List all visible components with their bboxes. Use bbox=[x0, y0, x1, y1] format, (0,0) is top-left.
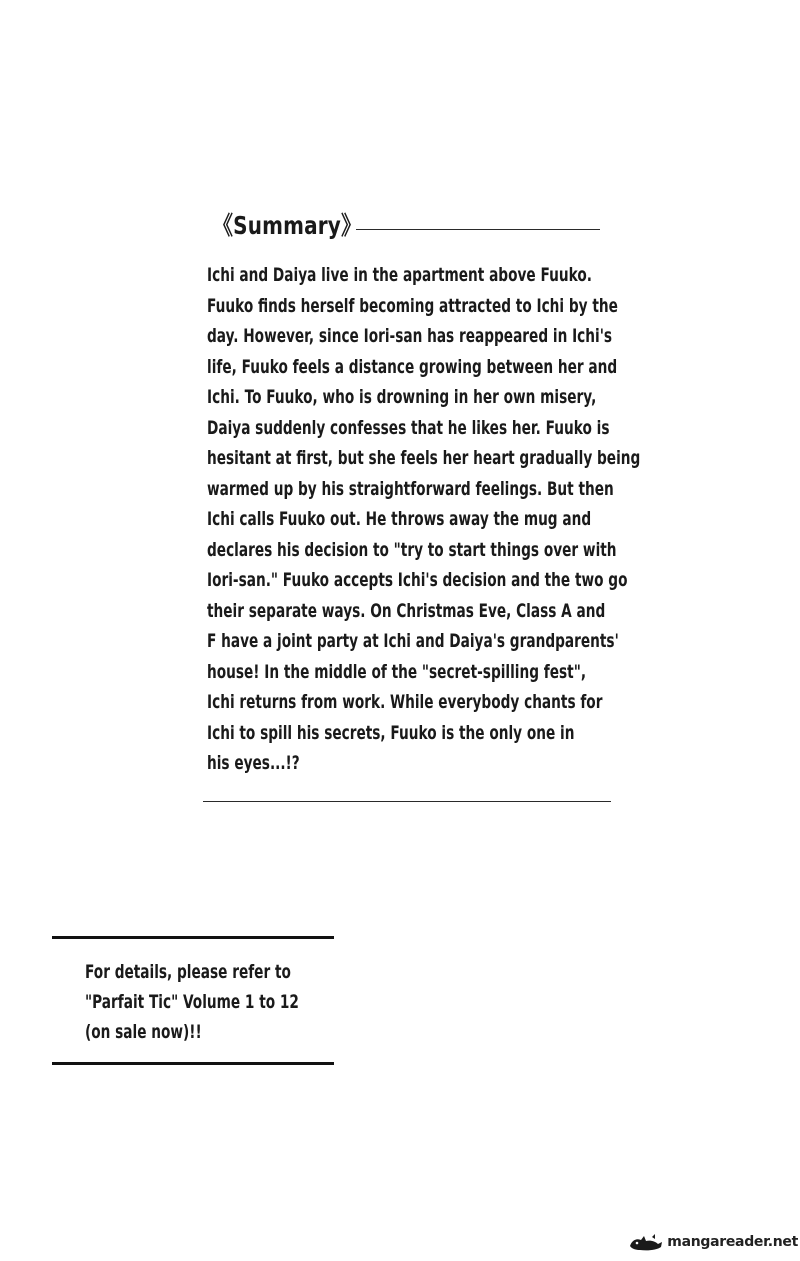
summary-body bbox=[207, 260, 652, 779]
details-note bbox=[85, 957, 345, 1047]
summary-line: Fuuko finds herself becoming attracted to Ichi by the bbox=[207, 294, 618, 317]
note-bottom-rule bbox=[52, 1062, 334, 1065]
summary-line: house! In the middle of the "secret-spilling fest", bbox=[207, 660, 587, 683]
mascot-silhouette-icon bbox=[628, 1232, 664, 1252]
summary-line: Daiya suddenly confesses that he likes her. Fuuko is bbox=[207, 416, 610, 439]
summary-line: life, Fuuko feels a distance growing between her and bbox=[207, 355, 618, 378]
summary-line: Ichi returns from work. While everybody chants for bbox=[207, 691, 603, 713]
summary-heading-row bbox=[213, 206, 608, 246]
note-top-rule bbox=[52, 936, 334, 939]
summary-line: their separate ways. On Christmas Eve, Class A and bbox=[207, 599, 606, 622]
summary-line: day. However, since Iori-san has reappeared in Ichi's bbox=[207, 325, 613, 347]
summary-line: Ichi to spill his secrets, Fuuko is the only one in bbox=[207, 721, 575, 744]
summary-line: hesitant at first, but she feels her heart gradually being bbox=[207, 447, 641, 469]
note-line: (on sale now)!! bbox=[85, 1021, 202, 1043]
summary-line: F have a joint party at Ichi and Daiya's grandparents' bbox=[207, 630, 619, 652]
summary-line: Iori-san." Fuuko accepts Ichi's decision and the two go bbox=[207, 569, 628, 591]
summary-line: warmed up by his straightforward feelings. But then bbox=[207, 477, 614, 500]
summary-bottom-divider bbox=[203, 801, 611, 802]
summary-line: Ichi calls Fuuko out. He throws away the mug and bbox=[207, 508, 592, 530]
summary-line: Ichi. To Fuuko, who is drowning in her own misery, bbox=[207, 386, 597, 408]
summary-line: his eyes...!? bbox=[207, 752, 300, 774]
note-line: "Parfait Tic" Volume 1 to 12 bbox=[85, 991, 299, 1013]
heading-divider bbox=[356, 229, 600, 230]
watermark-text: mangareader.net bbox=[667, 1234, 798, 1250]
watermark bbox=[628, 1231, 800, 1253]
summary-line: Ichi and Daiya live in the apartment above Fuuko. bbox=[207, 264, 592, 286]
note-line: For details, please refer to bbox=[85, 961, 291, 983]
summary-line: declares his decision to "try to start things over with bbox=[207, 538, 617, 561]
summary-heading: 《Summary》 bbox=[213, 211, 362, 240]
